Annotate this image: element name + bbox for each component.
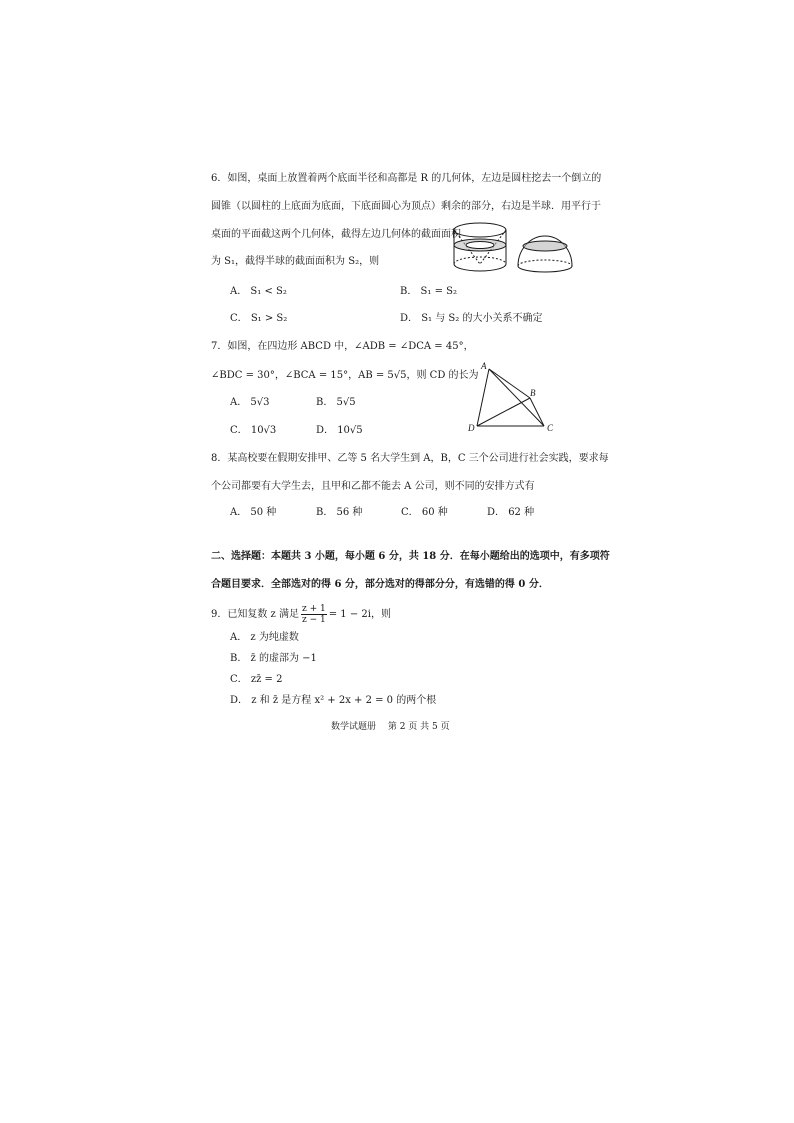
q7-quadrilateral-figure — [468, 360, 568, 436]
q9-stem-prefix: 9．已知复数 z 满足 — [211, 609, 299, 620]
page-footer: 数学试题册 第 2 页 共 5 页 — [331, 722, 450, 732]
q7-option-a: A． 5√3 — [230, 397, 270, 408]
edge-ad — [477, 369, 489, 426]
cylinder-cone-solid — [454, 223, 506, 271]
q6-solids-figure — [448, 218, 580, 276]
section2-heading-line1: 二、选择题：本题共 3 小题，每小题 6 分，共 18 分．在每小题给出的选项中，有多项符 — [211, 551, 610, 562]
q9-stem-suffix: = 1 − 2i，则 — [328, 609, 391, 620]
q8-stem-line2: 个公司都要有大学生去，且甲和乙都不能去 A 公司，则不同的安排方式有 — [211, 481, 535, 492]
q7-option-d: D． 10√5 — [316, 425, 363, 436]
q7-stem-line1: 7．如图，在四边形 ABCD 中，∠ADB = ∠DCA = 45°， — [211, 341, 474, 352]
q9-option-b: B． z̄ 的虚部为 −1 — [230, 653, 317, 664]
q6-stem-line4: 为 S₁，截得半球的截面面积为 S₂，则 — [211, 256, 380, 267]
q6-option-d: D． S₁ 与 S₂ 的大小关系不确定 — [400, 313, 543, 324]
vertex-c-label: C — [547, 423, 554, 433]
q6-option-a: A． S₁ < S₂ — [230, 286, 287, 297]
q8-option-c: C． 60 种 — [401, 507, 448, 518]
q9-fraction — [301, 604, 327, 625]
vertex-a-label: A — [481, 361, 487, 371]
q9-option-d: D． z 和 z̄ 是方程 x² + 2x + 2 = 0 的两个根 — [230, 695, 437, 706]
vertex-d-label: D — [468, 423, 475, 433]
q8-option-b: B． 56 种 — [316, 507, 363, 518]
edge-ab — [489, 369, 530, 398]
q6-stem-line2: 圆锥（以圆柱的上底面为底面，下底面圆心为顶点）剩余的部分，右边是半球．用平行于 — [211, 201, 601, 212]
edge-bc — [530, 398, 544, 426]
q9-option-a: A． z 为纯虚数 — [230, 632, 299, 643]
q8-option-d: D． 62 种 — [487, 507, 535, 518]
q9-fraction-denominator: z − 1 — [302, 615, 326, 625]
vertex-b-label: B — [530, 388, 536, 398]
section2-heading-line2: 合题目要求．全部选对的得 6 分，部分选对的得部分分，有选错的得 0 分． — [211, 579, 549, 590]
q8-option-a: A． 50 种 — [230, 507, 277, 518]
q9-stem — [211, 604, 391, 626]
q9-fraction-numerator: z + 1 — [302, 604, 326, 614]
edge-db — [477, 398, 530, 426]
q7-stem-line2: ∠BDC = 30°，∠BCA = 15°，AB = 5√5，则 CD 的长为 — [211, 370, 479, 381]
q9-option-c: C． zz̄ = 2 — [230, 674, 283, 685]
q6-stem-line1: 6．如图，桌面上放置着两个底面半径和高都是 R 的几何体，左边是圆柱挖去一个倒立的 — [211, 173, 602, 184]
q6-option-c: C． S₁ > S₂ — [230, 313, 288, 324]
hemisphere-solid — [518, 236, 572, 272]
q7-option-b: B． 5√5 — [316, 397, 356, 408]
q6-stem-line3: 桌面的平面截这两个几何体，截得左边几何体的截面面积 — [211, 229, 461, 240]
q6-option-b: B． S₁ = S₂ — [400, 286, 457, 297]
q7-option-c: C． 10√3 — [230, 425, 277, 436]
edge-ac — [489, 369, 544, 426]
q8-stem-line1: 8．某高校要在假期安排甲、乙等 5 名大学生到 A，B，C 三个公司进行社会实践，要求每 — [211, 453, 609, 464]
